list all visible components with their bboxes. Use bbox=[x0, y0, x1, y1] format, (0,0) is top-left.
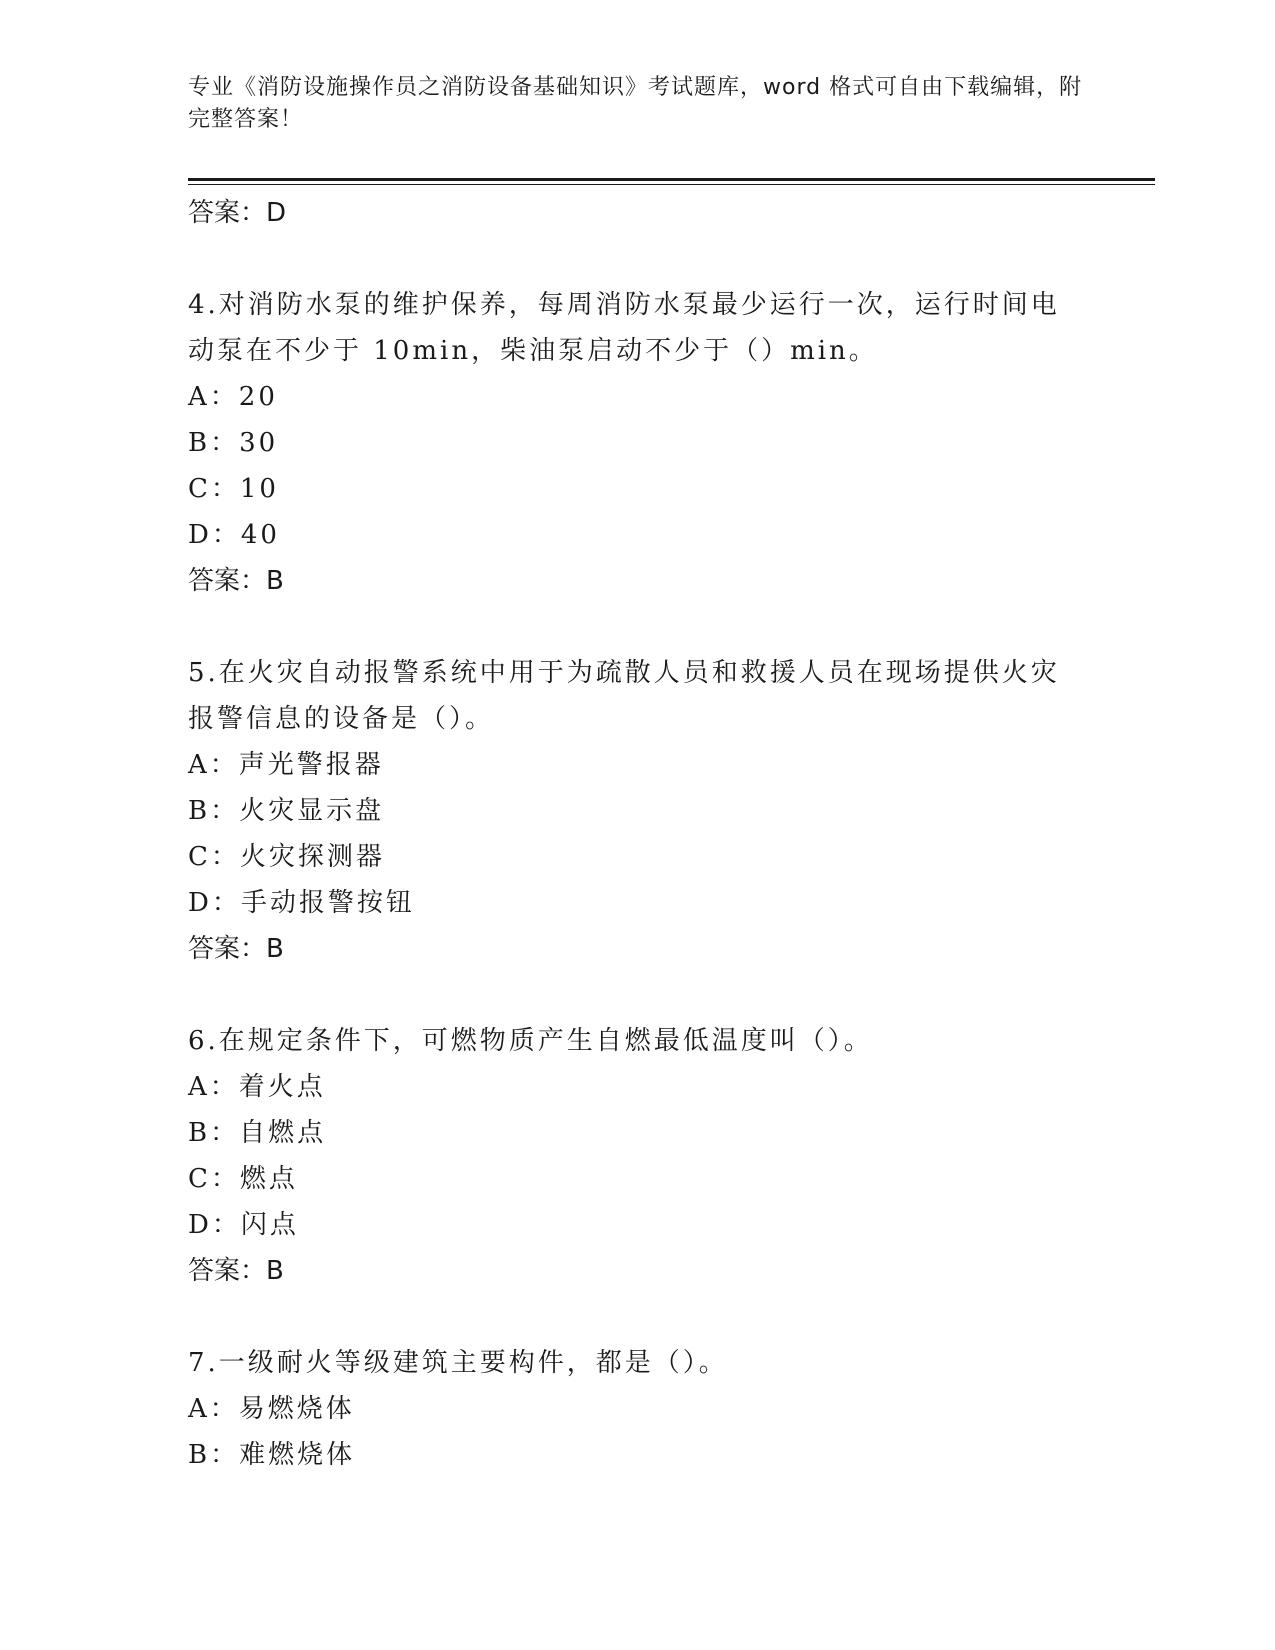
question-stem: 5.在火灾自动报警系统中用于为疏散人员和救援人员在现场提供火灾报警信息的设备是（）。 bbox=[188, 658, 1060, 734]
question-5 bbox=[188, 650, 1088, 972]
option-b: B：自燃点 bbox=[188, 1118, 327, 1148]
option-d: D：手动报警按钮 bbox=[188, 888, 415, 918]
document-body bbox=[188, 190, 1088, 1478]
option-a: A：易燃烧体 bbox=[188, 1394, 355, 1424]
option-a: A：着火点 bbox=[188, 1072, 326, 1102]
spacer bbox=[188, 604, 1088, 650]
answer-line: 答案：B bbox=[188, 934, 284, 964]
answer-line: 答案：D bbox=[188, 198, 287, 228]
option-b: B：难燃烧体 bbox=[188, 1440, 356, 1470]
option-a: A：20 bbox=[188, 382, 278, 412]
question-4 bbox=[188, 282, 1088, 604]
document-header: 专业《消防设施操作员之消防设备基础知识》考试题库，word 格式可自由下载编辑，附完整答案！ bbox=[188, 75, 1083, 132]
option-b: B：30 bbox=[188, 428, 279, 458]
header-divider-thick bbox=[188, 178, 1155, 181]
option-c: C：燃点 bbox=[188, 1164, 298, 1194]
question-stem: 6.在规定条件下，可燃物质产生自燃最低温度叫（）。 bbox=[188, 1026, 873, 1056]
option-b: B：火灾显示盘 bbox=[188, 796, 385, 826]
option-c: C：10 bbox=[188, 474, 279, 504]
question-7 bbox=[188, 1340, 1088, 1478]
option-d: D：40 bbox=[188, 520, 280, 550]
question-stem: 7.一级耐火等级建筑主要构件，都是（）。 bbox=[188, 1348, 728, 1378]
question-6 bbox=[188, 1018, 1088, 1294]
header-divider-thin bbox=[188, 184, 1155, 185]
answer-line: 答案：B bbox=[188, 1256, 284, 1286]
option-a: A：声光警报器 bbox=[188, 750, 384, 780]
spacer bbox=[188, 236, 1088, 282]
answer-line: 答案：B bbox=[188, 566, 284, 596]
question-stem: 4.对消防水泵的维护保养，每周消防水泵最少运行一次，运行时间电动泵在不少于 10min，柴油泵启动不少于（）min。 bbox=[188, 290, 1060, 366]
spacer bbox=[188, 972, 1088, 1018]
spacer bbox=[188, 1294, 1088, 1340]
option-c: C：火灾探测器 bbox=[188, 842, 385, 872]
option-d: D：闪点 bbox=[188, 1210, 299, 1240]
